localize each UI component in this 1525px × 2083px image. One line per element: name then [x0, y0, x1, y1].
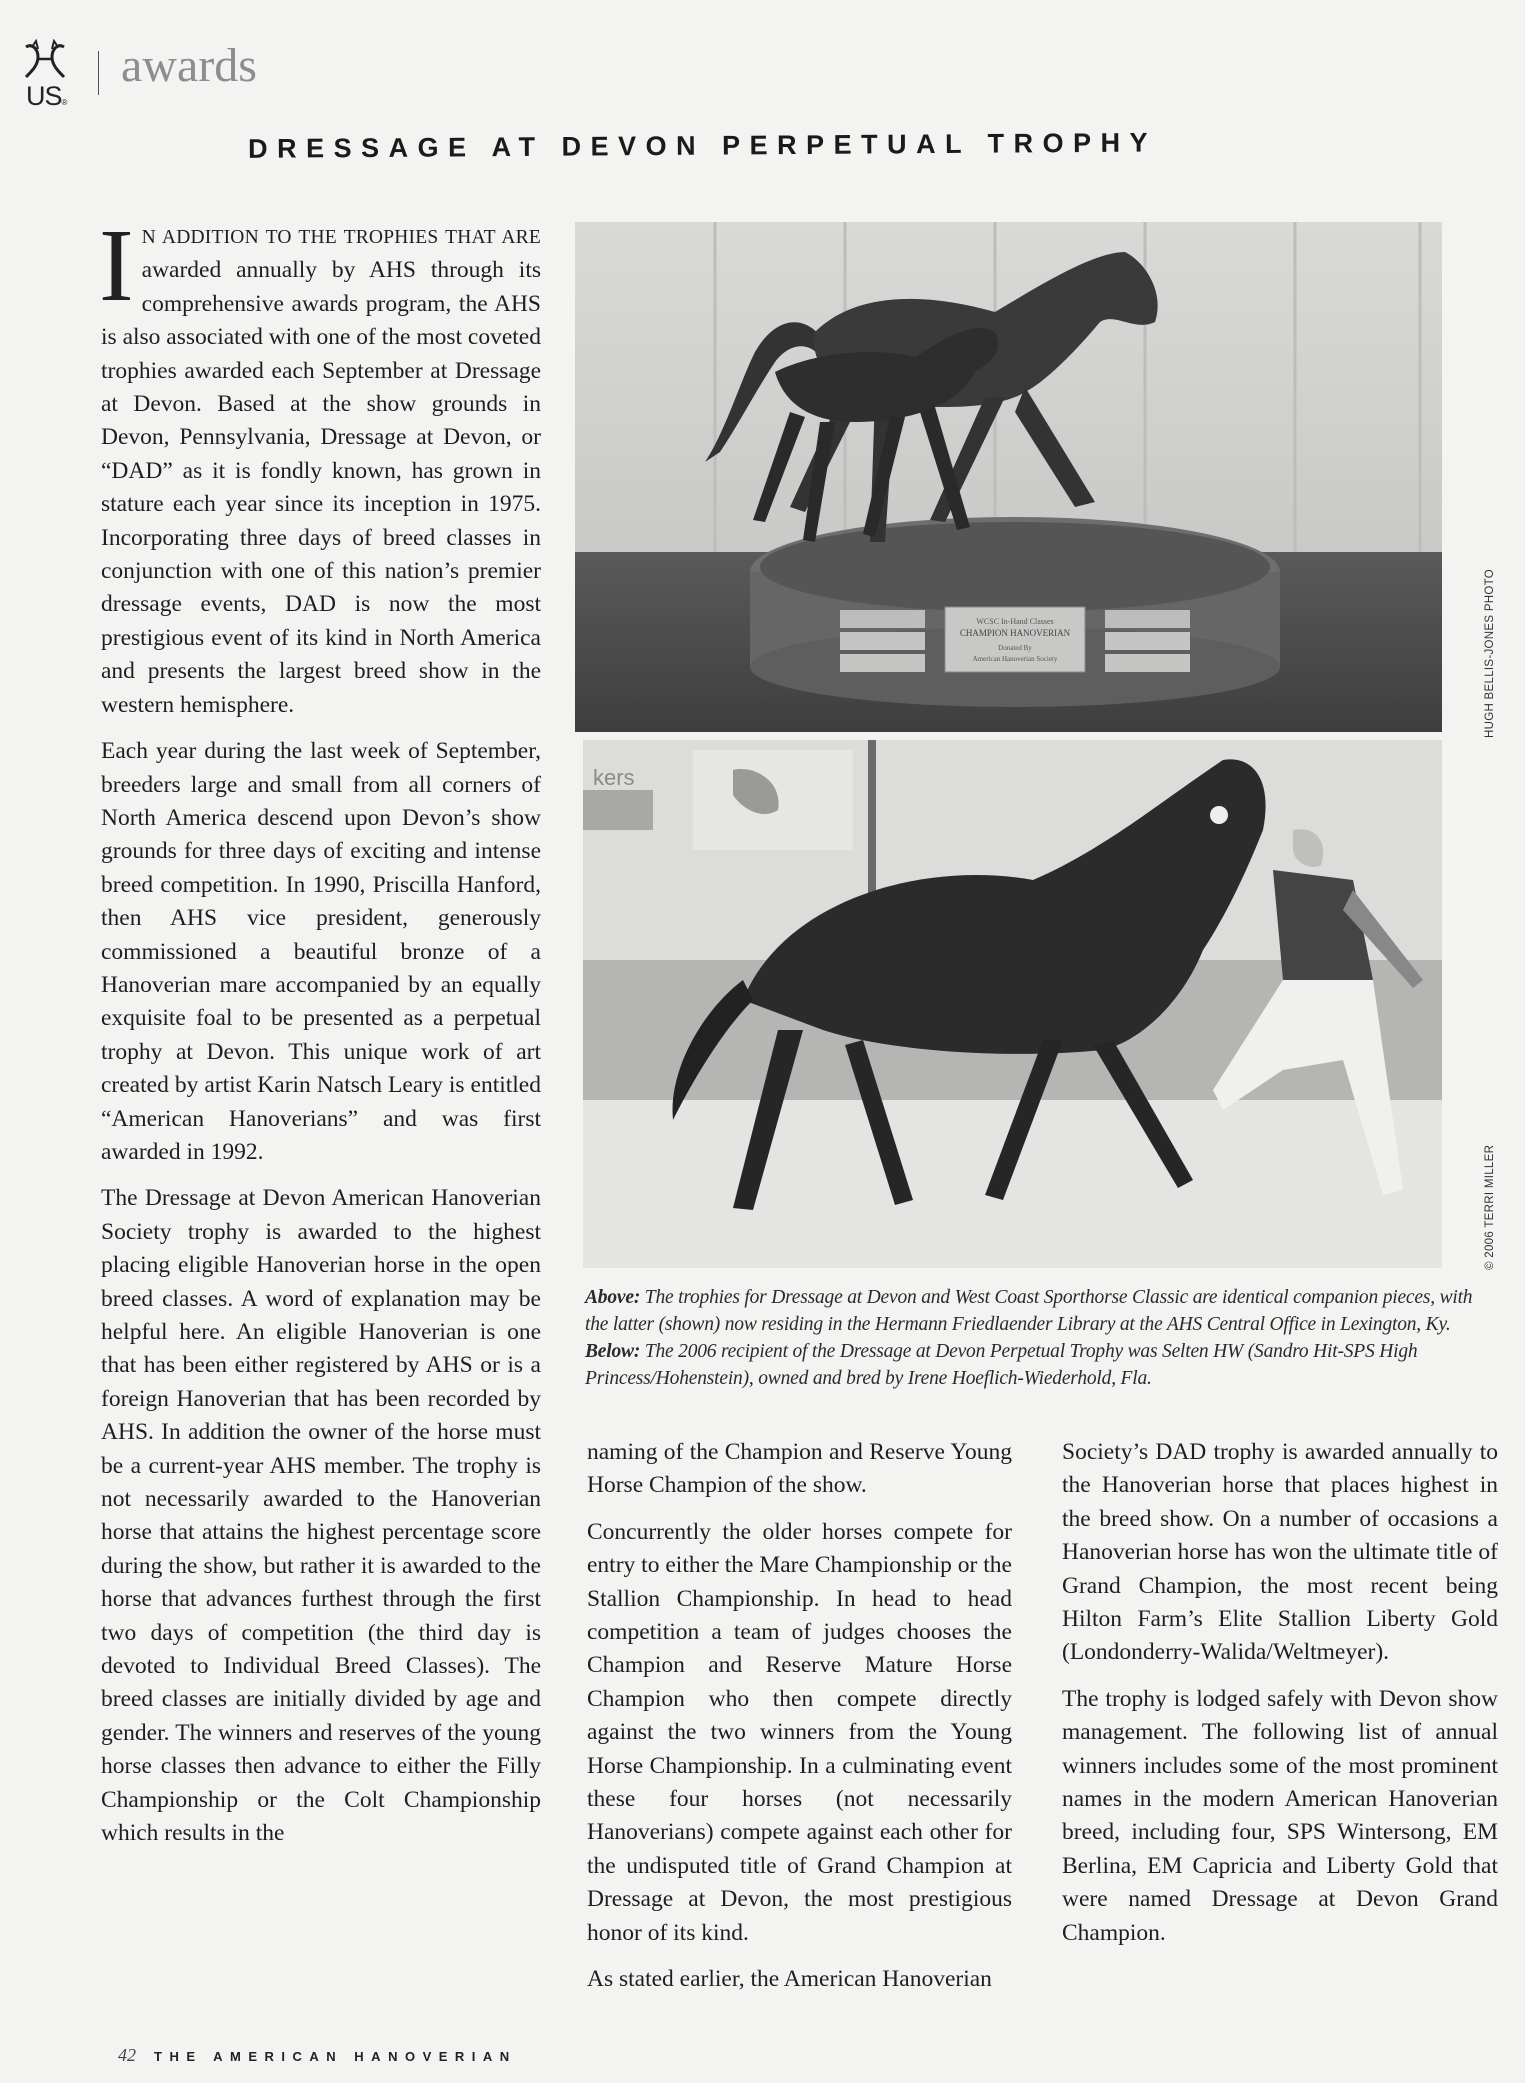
svg-text:kers: kers	[593, 765, 635, 790]
registered-mark: ®	[61, 97, 67, 107]
horse-photo	[583, 740, 1442, 1268]
paragraph: naming of the Champion and Reserve Young Horse Champion of the show.	[587, 1439, 1012, 1499]
header-divider	[98, 51, 99, 95]
photo-credit-trophy: HUGH BELLIS-JONES PHOTO	[1484, 568, 1496, 738]
page-footer	[118, 2045, 517, 2066]
page-header	[22, 30, 257, 115]
paragraph: As stated earlier, the American Hanoverian	[587, 1966, 992, 1993]
trophy-photo	[575, 222, 1442, 732]
caption-above-text: The trophies for Dressage at Devon and West Coast Sporthorse Classic are identical companion pieces, with the latter (shown) now residing in the Hermann Friedlaender Library at the AHS Central Office in Lexington, Ky.	[585, 1287, 1473, 1335]
article-title: DRESSAGE AT DEVON PERPETUAL TROPHY	[247, 127, 1158, 164]
paragraph-intro	[99, 208, 541, 722]
paragraph: Society’s DAD trophy is awarded annually to the Hanoverian horse that places highest in the breed show. On a number of occasions a Hanoverian horse has won the ultimate title of Grand Champion, the most recent being Hilton Farm’s Elite Stallion Liberty Gold (Londonderry-Walida/Weltmeyer).	[1062, 1439, 1498, 1666]
photo-credit-horse: © 2006 TERRI MILLER	[1484, 1144, 1496, 1270]
drop-cap: I	[99, 208, 134, 323]
page-number: 42	[118, 2045, 136, 2065]
text-column-2	[587, 1436, 1012, 2010]
svg-text:Donated By: Donated By	[998, 644, 1032, 652]
svg-text:American Hanoverian Society: American Hanoverian Society	[972, 655, 1058, 663]
publication-name: THE AMERICAN HANOVERIAN	[154, 2049, 517, 2064]
lead-smallcaps: N ADDITION TO THE TROPHIES THAT ARE	[141, 227, 541, 248]
photo-caption	[585, 1284, 1490, 1392]
paragraph: Each year during the last week of September, breeders large and small from all corners of North America descend upon Devon’s show grounds for three days of exciting and intense breed competition. In 1990, Priscilla Hanford, then AHS vice president, generously commissioned a beautiful bronze of a Hanoverian mare accompanied by an equally exquisite foal to be presented as a perpetual trophy at Devon. This unique work of art created by artist Karin Natsch Leary is entitled “American Hanoverians” and was first awarded in 1992.	[101, 738, 541, 1165]
logo-text: US	[26, 80, 62, 111]
ahs-logo	[22, 33, 72, 113]
bronze-horse-trophy-image	[575, 222, 1442, 732]
svg-text:WCSC In-Hand Classes: WCSC In-Hand Classes	[976, 617, 1054, 626]
paragraph: The Dressage at Devon American Hanoverian Society trophy is awarded to the highest placing eligible Hanoverian horse in the open breed classes. A word of explanation may be helpful here. An eligible Hanoverian is one that has been either registered by AHS or is a foreign Hanoverian that has been recorded by AHS. In addition the owner of the horse must be a current-year AHS member. The trophy is not necessarily awarded to the Hanoverian horse that attains the highest percentage score during the show, but rather it is awarded to the horse that advances furthest through the first two days of competition (the third day is devoted to Individual Breed Classes). The breed classes are initially divided by age and gender. The winners and reserves of the young horse classes then advance to either the Filly Championship or the Colt Championship which results in the	[101, 1185, 541, 1847]
text-column-3	[1062, 1436, 1498, 1963]
paragraph: The trophy is lodged safely with Devon show management. The following list of annual winners includes some of the most prominent names in the modern American Hanoverian breed, including four, SPS Wintersong, EM Berlina, EM Capricia and Liberty Gold that were named Dressage at Devon Grand Champion.	[1062, 1685, 1498, 1946]
text-column-1	[99, 208, 541, 1864]
horse-ears-logo-icon	[22, 39, 68, 79]
caption-below-text: The 2006 recipient of the Dressage at Devon Perpetual Trophy was Selten HW (Sandro Hit-SPS High Princess/Hohenstein), owned and bred by Irene Hoeflich-Wiederhold, Fla.	[585, 1341, 1418, 1389]
caption-above-label: Above:	[585, 1287, 641, 1308]
section-label: awards	[121, 39, 257, 92]
caption-below-label: Below:	[585, 1341, 641, 1362]
svg-text:CHAMPION HANOVERIAN: CHAMPION HANOVERIAN	[959, 628, 1071, 638]
paragraph-text: awarded annually by AHS through its comprehensive awards program, the AHS is also associated with one of the most coveted trophies awarded each September at Dressage at Devon. Based at the show grounds in Devon, Pennsylvania, Dressage at Devon, or “DAD” as it is fondly known, has grown in stature each year since its inception in 1975. Incorporating three days of breed classes in conjunction with one of this nation’s premier dressage events, DAD is now the most prestigious event of its kind in North America and presents the largest breed show in the western hemisphere.	[101, 257, 541, 718]
paragraph: Concurrently the older horses compete for entry to either the Mare Championship or the Stallion Championship. In head to head competition a team of judges chooses the Champion and Reserve Mature Horse Champion who then compete directly against the two winners from the Young Horse Championship. In a culminating event these four horses (not necessarily Hanoverians) compete against each other for the undisputed title of Grand Champion at Dressage at Devon, the most prestigious honor of its kind.	[587, 1518, 1012, 1946]
horse-and-handler-image	[583, 740, 1442, 1268]
